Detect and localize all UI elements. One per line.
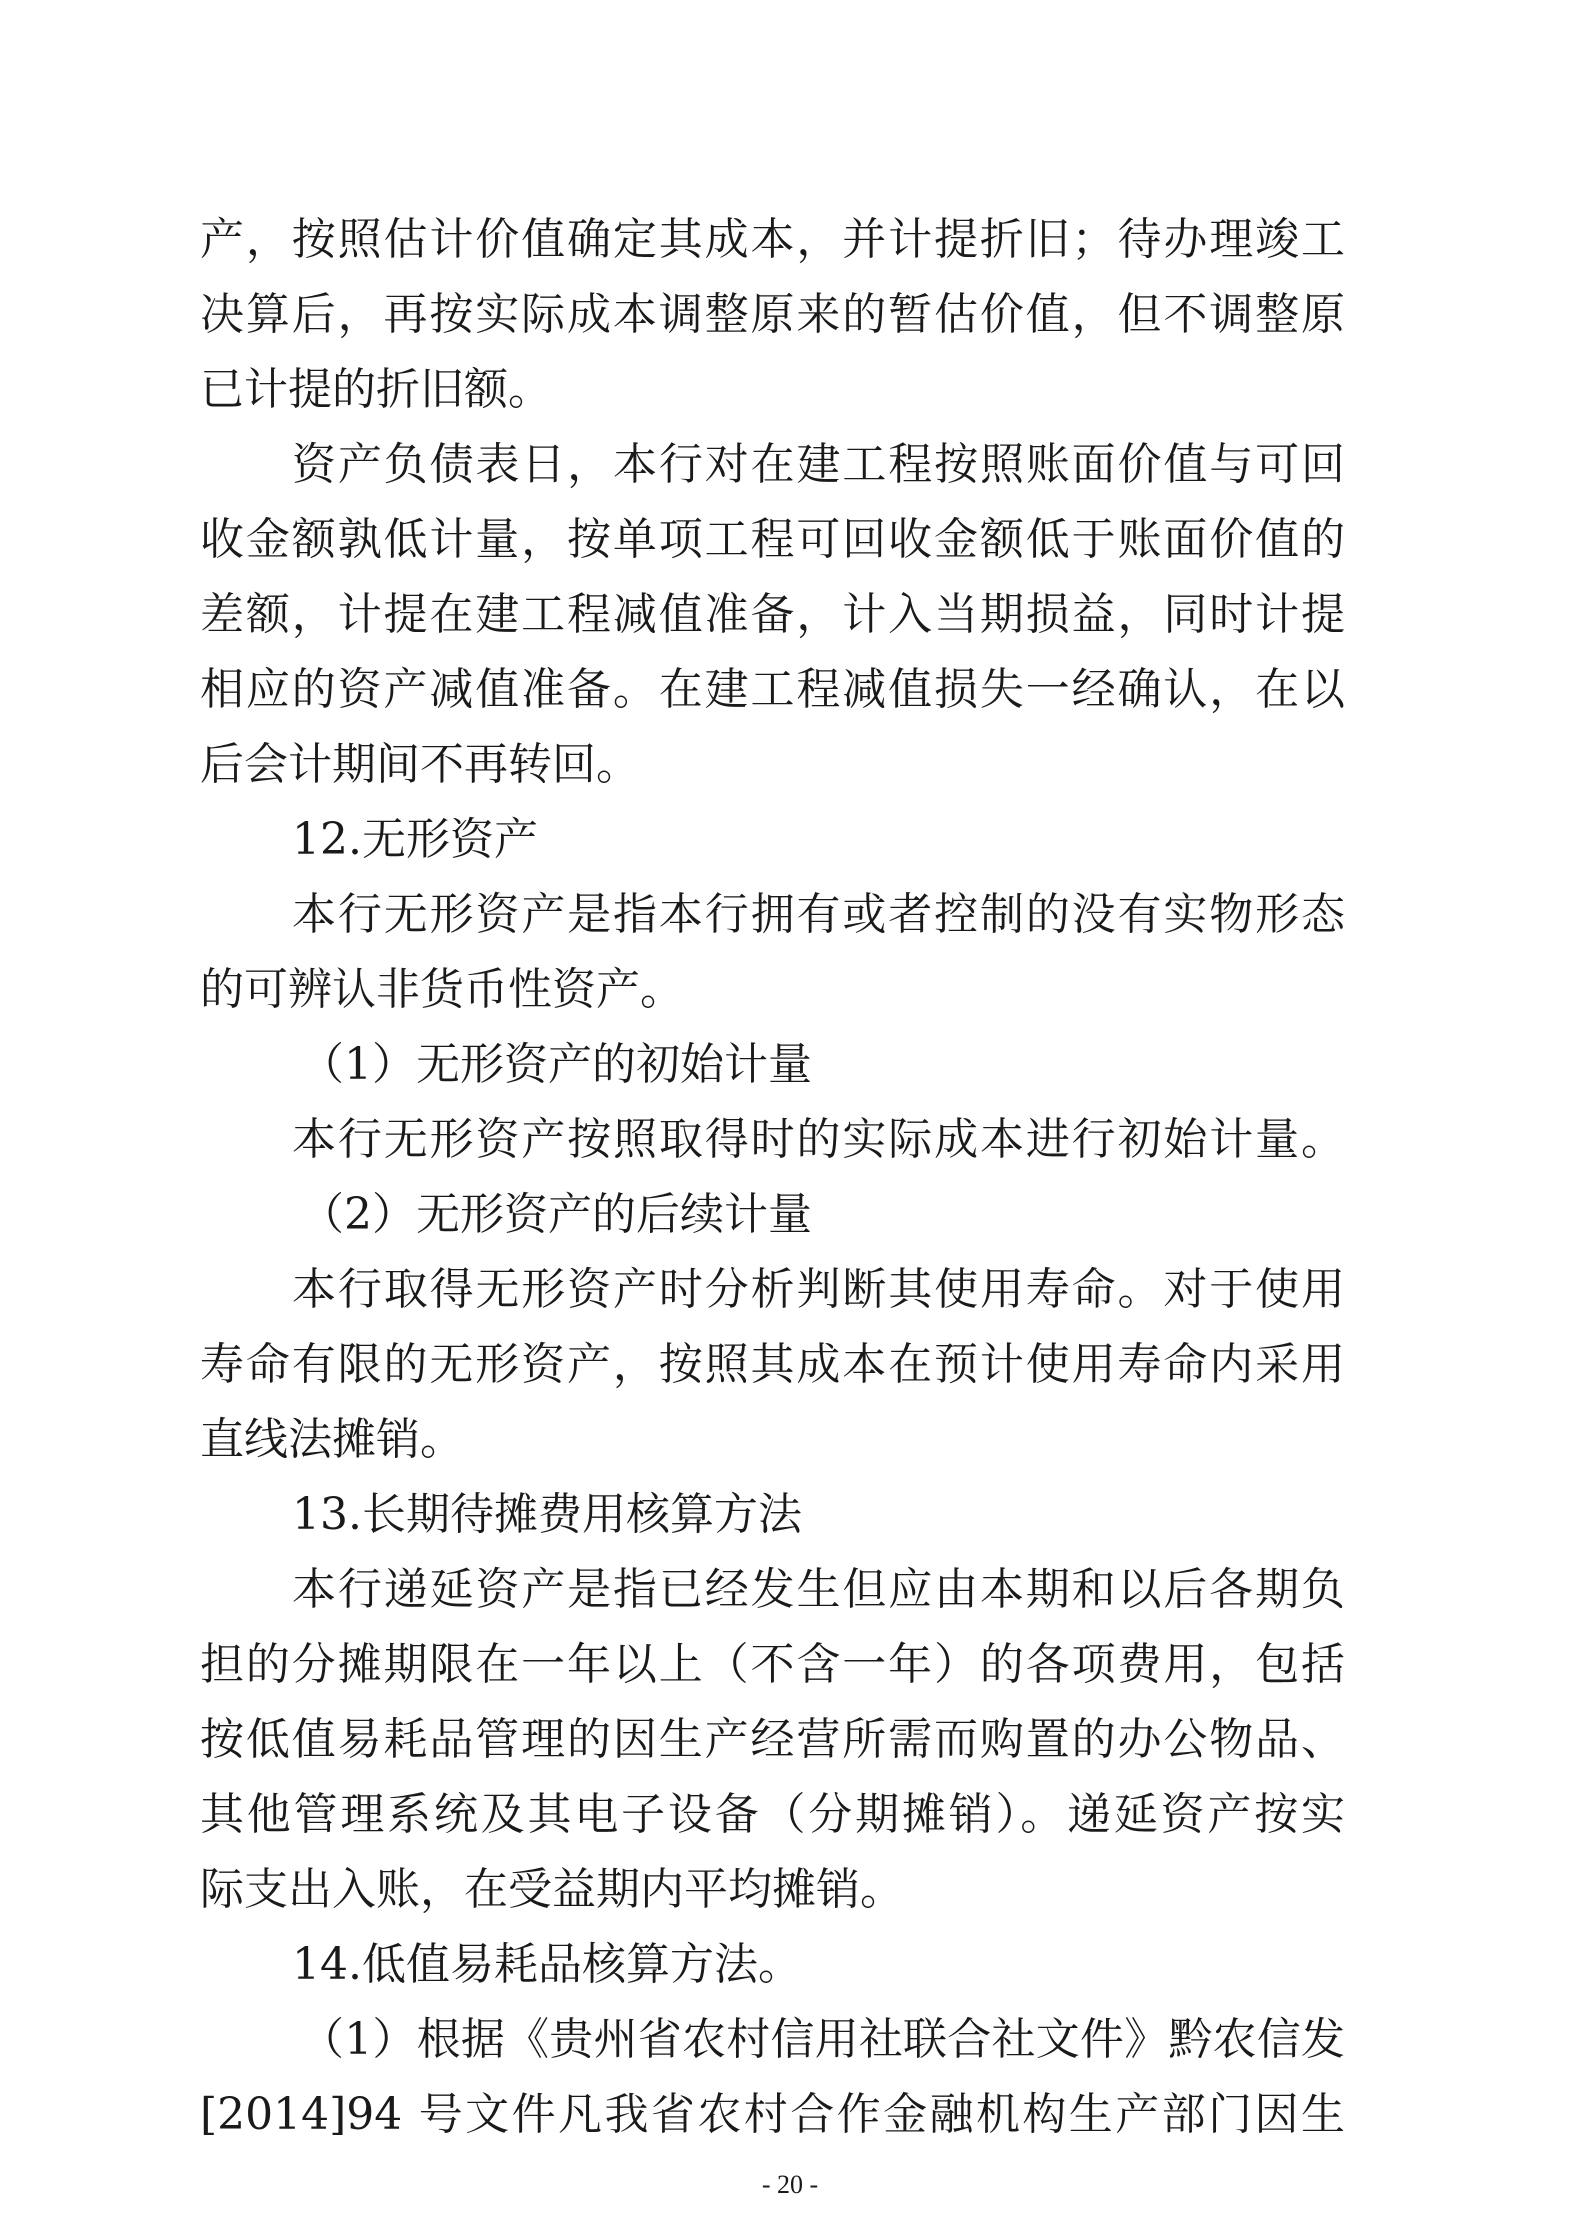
body-text-line: 已计提的折旧额。 bbox=[200, 364, 552, 415]
body-text-line: 相应的资产减值准备。在建工程减值损失一经确认，在以 bbox=[200, 664, 1345, 715]
body-text-line: 寿命有限的无形资产，按照其成本在预计使用寿命内采用 bbox=[200, 1339, 1345, 1390]
body-text-line: 按低值易耗品管理的因生产经营所需而购置的办公物品、 bbox=[200, 1714, 1345, 1765]
body-text-line: 本行无形资产是指本行拥有或者控制的没有实物形态 bbox=[292, 889, 1345, 940]
body-text-line: [2014]94 号文件凡我省农村合作金融机构生产部门因生 bbox=[200, 2089, 1345, 2140]
body-text-line: 的可辨认非货币性资产。 bbox=[200, 964, 684, 1015]
body-text-line: 本行取得无形资产时分析判断其使用寿命。对于使用 bbox=[292, 1264, 1345, 1315]
body-text-line: 直线法摊销。 bbox=[200, 1414, 464, 1465]
body-text-line: 担的分摊期限在一年以上（不含一年）的各项费用，包括 bbox=[200, 1639, 1345, 1690]
body-text-line: 资产负债表日，本行对在建工程按照账面价值与可回 bbox=[292, 439, 1345, 490]
body-text-line: 其他管理系统及其电子设备（分期摊销）。递延资产按实 bbox=[200, 1789, 1345, 1840]
subsection-heading: （1）无形资产的初始计量 bbox=[300, 1039, 812, 1090]
subsection-heading: （2）无形资产的后续计量 bbox=[300, 1189, 812, 1240]
body-text-line: 后会计期间不再转回。 bbox=[200, 739, 640, 790]
body-text-line: 际支出入账，在受益期内平均摊销。 bbox=[200, 1864, 904, 1915]
body-text-line: （1）根据《贵州省农村信用社联合社文件》黔农信发 bbox=[300, 2014, 1345, 2065]
section-heading: 12.无形资产 bbox=[292, 814, 538, 865]
body-text-line: 收金额孰低计量，按单项工程可回收金额低于账面价值的 bbox=[200, 514, 1345, 565]
body-text-line: 决算后，再按实际成本调整原来的暂估价值，但不调整原 bbox=[200, 289, 1345, 340]
body-text-line: 本行递延资产是指已经发生但应由本期和以后各期负 bbox=[292, 1564, 1345, 1615]
page-number: - 20 - bbox=[761, 2170, 819, 2199]
body-text-line: 本行无形资产按照取得时的实际成本进行初始计量。 bbox=[292, 1114, 1345, 1165]
body-text-line: 差额，计提在建工程减值准备，计入当期损益，同时计提 bbox=[200, 589, 1345, 640]
section-heading: 14.低值易耗品核算方法。 bbox=[292, 1939, 802, 1990]
section-heading: 13.长期待摊费用核算方法 bbox=[292, 1489, 802, 1540]
body-text-line: 产，按照估计价值确定其成本，并计提折旧；待办理竣工 bbox=[200, 214, 1345, 265]
